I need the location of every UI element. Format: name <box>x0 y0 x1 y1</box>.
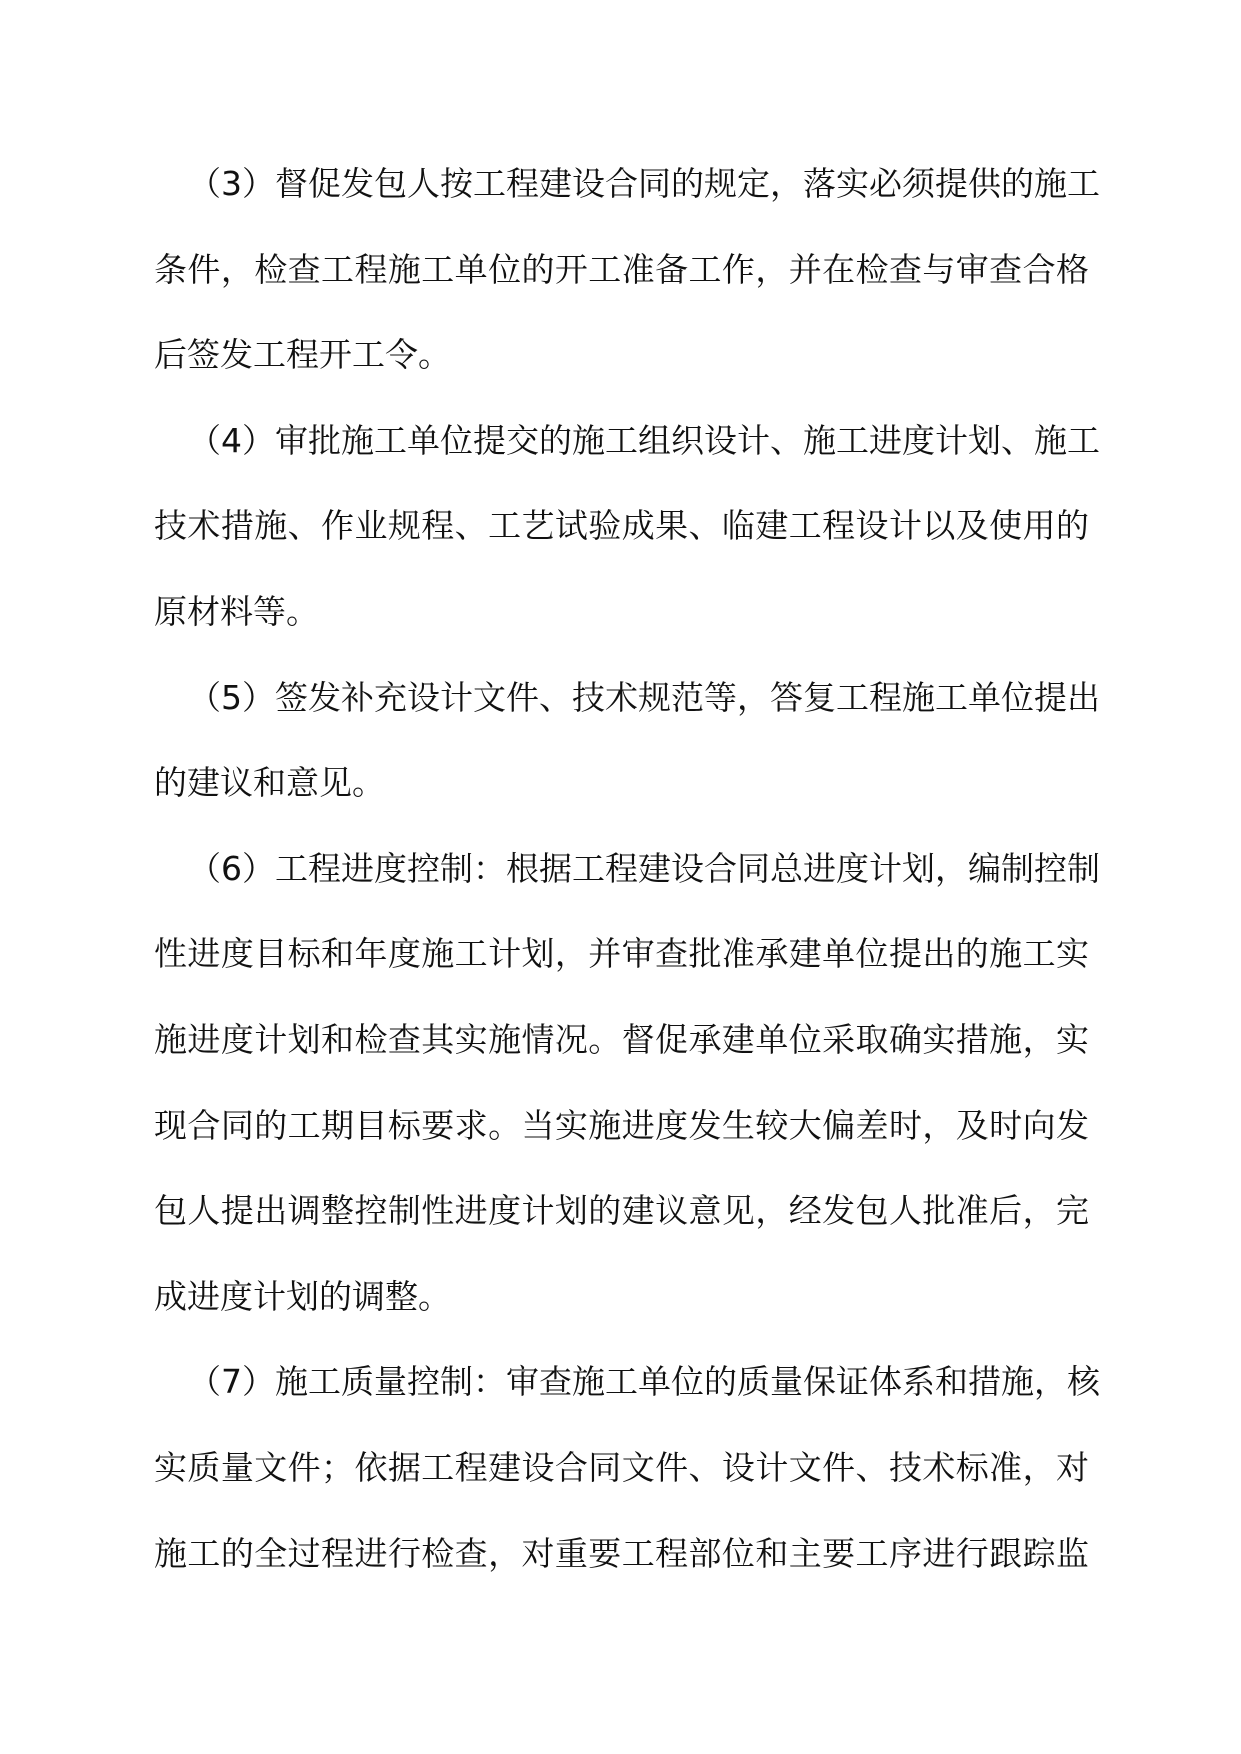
paragraph-3-line-2: 条件，检查工程施工单位的开工准备工作，并在检查与审查合格 <box>154 250 1089 289</box>
paragraph-3-line-3: 后签发工程开工令。 <box>154 335 451 374</box>
paragraph-4-line-1: （4）审批施工单位提交的施工组织设计、施工进度计划、施工 <box>188 421 1100 460</box>
paragraph-3-line-1: （3）督促发包人按工程建设合同的规定，落实必须提供的施工 <box>188 164 1100 203</box>
paragraph-6-line-2: 性进度目标和年度施工计划，并审查批准承建单位提出的施工实 <box>154 934 1089 973</box>
paragraph-6-line-6: 成进度计划的调整。 <box>154 1277 451 1316</box>
paragraph-6-line-5: 包人提出调整控制性进度计划的建议意见，经发包人批准后，完 <box>154 1191 1089 1230</box>
paragraph-5-line-2: 的建议和意见。 <box>154 763 385 802</box>
paragraph-6-line-1: （6）工程进度控制：根据工程建设合同总进度计划，编制控制 <box>188 849 1100 888</box>
paragraph-7-line-1: （7）施工质量控制：审查施工单位的质量保证体系和措施，核 <box>188 1362 1100 1401</box>
paragraph-4-line-2: 技术措施、作业规程、工艺试验成果、临建工程设计以及使用的 <box>154 506 1089 545</box>
paragraph-4-line-3: 原材料等。 <box>154 592 319 631</box>
paragraph-6-line-3: 施进度计划和检查其实施情况。督促承建单位采取确实措施，实 <box>154 1020 1089 1059</box>
paragraph-7-line-2: 实质量文件；依据工程建设合同文件、设计文件、技术标准，对 <box>154 1448 1089 1487</box>
paragraph-7-line-3: 施工的全过程进行检查，对重要工程部位和主要工序进行跟踪监 <box>154 1534 1089 1573</box>
paragraph-6-line-4: 现合同的工期目标要求。当实施进度发生较大偏差时，及时向发 <box>154 1106 1089 1145</box>
paragraph-5-line-1: （5）签发补充设计文件、技术规范等，答复工程施工单位提出 <box>188 678 1100 717</box>
